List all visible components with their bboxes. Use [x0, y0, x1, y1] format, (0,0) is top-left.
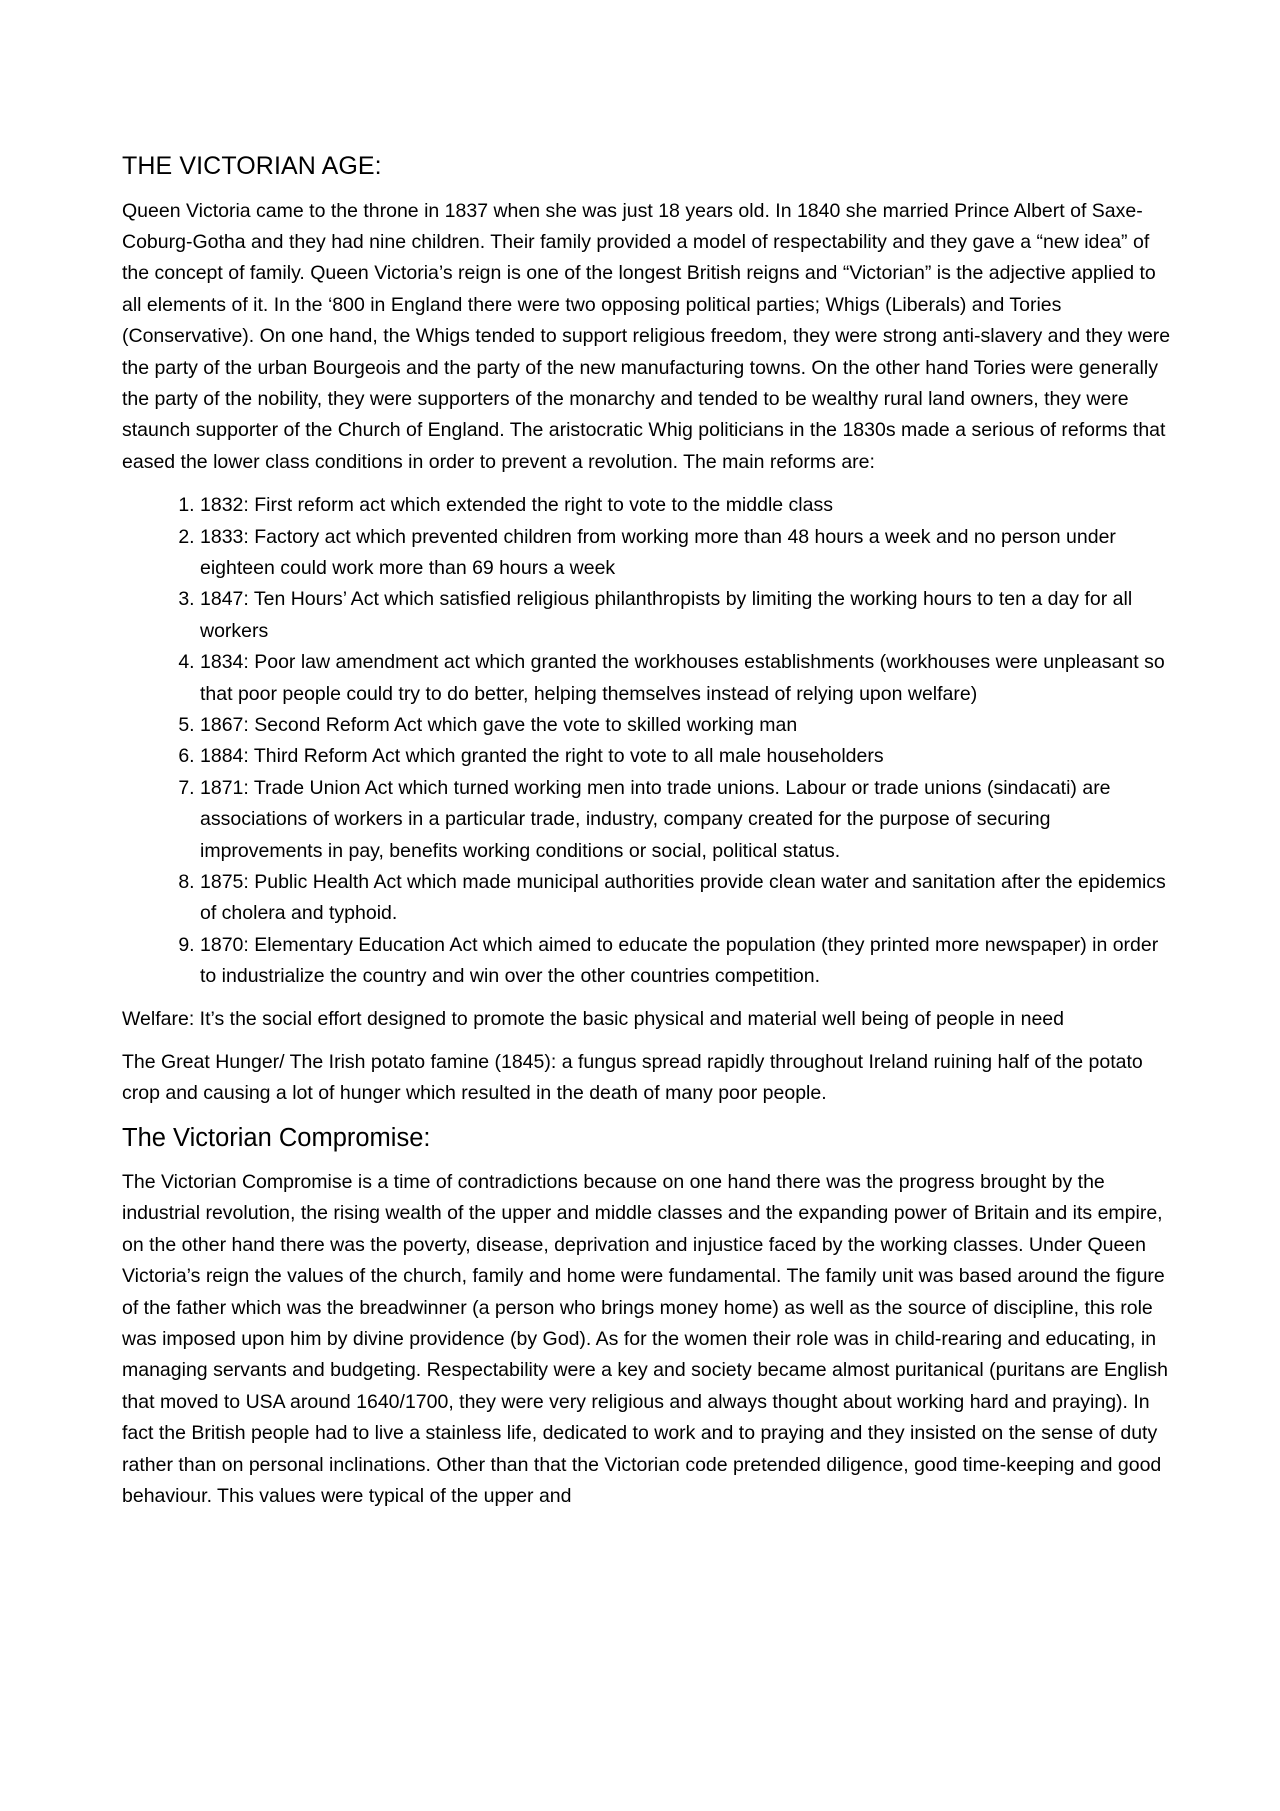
list-item: 5. 1867: Second Reform Act which gave the vote to skilled working man	[200, 710, 1172, 741]
hunger-paragraph: The Great Hunger/ The Irish potato famine (1845): a fungus spread rapidly throughout Ireland ruining half of the potato crop and causing a lot of hunger which resulted in the death of many poor people.	[122, 1051, 1143, 1105]
list-item: 3. 1847: Ten Hours’ Act which satisfied religious philanthropists by limiting the working hours to ten a day for all workers	[200, 584, 1172, 647]
document-content	[122, 150, 1172, 1524]
list-item: 6. 1884: Third Reform Act which granted the right to vote to all male householders	[200, 741, 1172, 772]
list-item: 1. 1832: First reform act which extended the right to vote to the middle class	[200, 490, 1172, 521]
list-item: 2. 1833: Factory act which prevented children from working more than 48 hours a week and no person under eighteen could work more than 69 hours a week	[200, 522, 1172, 585]
page-title: THE VICTORIAN AGE:	[122, 152, 382, 180]
intro-paragraph: Queen Victoria came to the throne in 1837 when she was just 18 years old. In 1840 she married Prince Albert of Saxe-Coburg-Gotha and they had nine children. Their family provided a model of respectability and they gave a “new idea” of the concept of family. Queen Victoria’s reign is one of the longest British reigns and “Victorian” is the adjective applied to all elements of it. In the ‘800 in England there were two opposing political parties; Whigs (Liberals) and Tories (Conservative). On one hand, the Whigs tended to support religious freedom, they were strong anti-slavery and they were the party of the urban Bourgeois and the party of the new manufacturing towns. On the other hand Tories were generally the party of the nobility, they were supporters of the monarchy and tended to be wealthy rural land owners, they were staunch supporter of the Church of England. The aristocratic Whig politicians in the 1830s made a serious of reforms that eased the lower class conditions in order to prevent a revolution. The main reforms are:	[122, 199, 1171, 473]
compromise-paragraph: The Victorian Compromise is a time of contradictions because on one hand there was the progress brought by the industrial revolution, the rising wealth of the upper and middle classes and the expanding power of Britain and its empire, on the other hand there was the poverty, disease, deprivation and injustice faced by the working classes. Under Queen Victoria’s reign the values of the church, family and home were fundamental. The family unit was based around the figure of the father which was the breadwinner (a person who brings money home) as well as the source of discipline, this role was imposed upon him by divine providence (by God). As for the women their role was in child-rearing and educating, in managing servants and budgeting. Respectability were a key and society became almost puritanical (puritans are English that moved to USA around 1640/1700, they were very religious and always thought about working hard and praying). In fact the British people had to live a stainless life, dedicated to work and to praying and they insisted on the sense of duty rather than on personal inclinations. Other than that the Victorian code pretended diligence, good time-keeping and good behaviour. This values were typical of the upper and	[122, 1171, 1168, 1508]
list-item: 4. 1834: Poor law amendment act which granted the workhouses establishments (workhouses were unpleasant so that poor people could try to do better, helping themselves instead of relying upon welfare)	[200, 647, 1172, 710]
compromise-heading: The Victorian Compromise:	[122, 1123, 431, 1152]
list-item: 8. 1875: Public Health Act which made municipal authorities provide clean water and sanitation after the epidemics of cholera and typhoid.	[200, 867, 1172, 930]
welfare-paragraph: Welfare: It’s the social effort designed to promote the basic physical and material well being of people in need	[122, 1007, 1064, 1030]
list-item: 9. 1870: Elementary Education Act which aimed to educate the population (they printed more newspaper) in order to industrialize the country and win over the other countries competition.	[200, 930, 1172, 993]
list-item: 7. 1871: Trade Union Act which turned working men into trade unions. Labour or trade unions (sindacati) are associations of workers in a particular trade, industry, company created for the purpose of securing improvements in pay, benefits working conditions or social, political status.	[200, 773, 1172, 867]
reforms-list	[122, 490, 1172, 993]
